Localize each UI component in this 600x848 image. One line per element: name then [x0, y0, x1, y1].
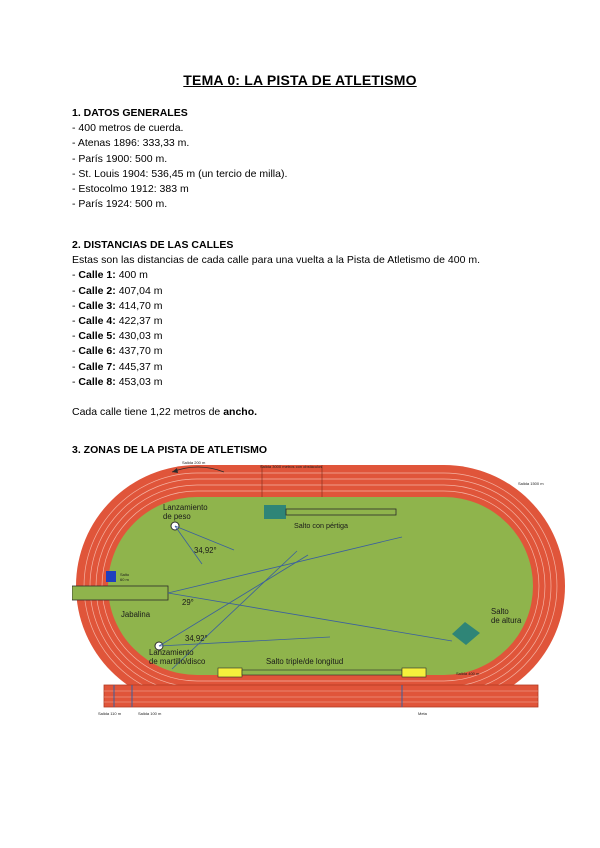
lane-item [72, 344, 480, 359]
lane-value: 453,03 m [118, 375, 163, 388]
lane-value: 445,37 m [118, 360, 163, 373]
triple-jump-pit [402, 668, 426, 677]
lane-label: Calle 3: [78, 299, 116, 312]
track-diagram [72, 459, 570, 717]
finish-label: Meta [418, 711, 427, 716]
lane-value: 400 m [118, 269, 148, 282]
lane-prefix: - [72, 269, 79, 282]
lane-item [72, 360, 480, 375]
long-jump-pit [218, 668, 242, 677]
section-heading: 1. DATOS GENERALES [72, 107, 188, 119]
lane-prefix: - [72, 315, 79, 328]
lane-label: Calle 1: [78, 269, 116, 282]
lane-item [72, 314, 480, 329]
lane-item [72, 329, 480, 344]
javelin-runway [72, 586, 168, 600]
list-item: - París 1900: 500 m. [72, 152, 168, 165]
lane-width-note [72, 405, 480, 420]
lane-value: 437,70 m [118, 345, 163, 358]
pole-vault-pit [264, 505, 286, 519]
lane-item [72, 375, 480, 390]
lane-prefix: - [72, 360, 79, 373]
list-item: - 400 metros de cuerda. [72, 122, 184, 135]
list-item: - Estocolmo 1912: 383 m [72, 183, 189, 196]
pole-vault-label: Salto con pértiga [294, 521, 348, 530]
start-label: Salida 400 m [456, 671, 480, 676]
lane-item [72, 284, 480, 299]
triple-jump-label: Salto triple/de longitud [266, 657, 344, 666]
track-diagram-svg [72, 459, 570, 717]
lane-value: 430,03 m [118, 330, 163, 343]
high-jump-label: Salto de altura [491, 607, 522, 625]
steeplechase-water-box [106, 571, 116, 582]
start-label: Salida 3000 metros con obstáculos [260, 464, 323, 469]
lane-label: Calle 2: [78, 284, 116, 297]
lane-prefix: - [72, 375, 79, 388]
lane-item [72, 299, 480, 314]
lane-label: Calle 5: [78, 330, 116, 343]
water-jump-label: Salto 60 m [120, 572, 130, 582]
pole-vault-runway [286, 509, 396, 515]
list-item: - París 1924: 500 m. [72, 198, 168, 211]
lane-prefix: - [72, 330, 79, 343]
lane-item [72, 268, 480, 283]
lane-list [72, 268, 480, 390]
lane-value: 407,04 m [118, 284, 163, 297]
javelin-label: Jabalina [121, 610, 151, 619]
section-zonas [72, 443, 267, 458]
lane-value: 422,37 m [118, 315, 163, 328]
list-item: - St. Louis 1904: 536,45 m (un tercio de milla). [72, 167, 288, 180]
section-heading: 2. DISTANCIAS DE LAS CALLES [72, 239, 234, 251]
section-distancias [72, 238, 480, 420]
note-text: Cada calle tiene 1,22 metros de [72, 406, 224, 419]
note-bold: ancho. [223, 406, 258, 419]
page-title: TEMA 0: LA PISTA DE ATLETISMO [183, 72, 417, 88]
section-heading: 3. ZONAS DE LA PISTA DE ATLETISMO [72, 444, 268, 456]
lane-prefix: - [72, 345, 79, 358]
lane-prefix: - [72, 299, 79, 312]
long-jump-runway [242, 670, 402, 675]
start-label: Salida 200 m [182, 460, 206, 465]
lane-value: 414,70 m [118, 299, 163, 312]
hammer-label: Lanzamiento de martillo/disco [149, 648, 206, 666]
shot-put-label: Lanzamiento de peso [163, 503, 208, 521]
home-straight [104, 685, 538, 707]
start-label: Salida 1500 m [518, 481, 544, 486]
lane-label: Calle 7: [78, 360, 116, 373]
lane-label: Calle 4: [78, 315, 116, 328]
lane-label: Calle 8: [78, 375, 116, 388]
lane-label: Calle 6: [78, 345, 116, 358]
start-label: Salida 100 m [138, 711, 162, 716]
shot-angle-label: 34,92° [194, 546, 217, 555]
section-datos-generales [72, 106, 287, 212]
lane-prefix: - [72, 284, 79, 297]
list-item: - Atenas 1896: 333,33 m. [72, 137, 190, 150]
hammer-angle-label: 34,92° [185, 634, 208, 643]
section-intro: Estas son las distancias de cada calle para una vuelta a la Pista de Atletismo de 400 m. [72, 254, 480, 267]
javelin-angle-label: 29° [182, 598, 194, 607]
start-label: Salida 110 m [98, 711, 122, 716]
